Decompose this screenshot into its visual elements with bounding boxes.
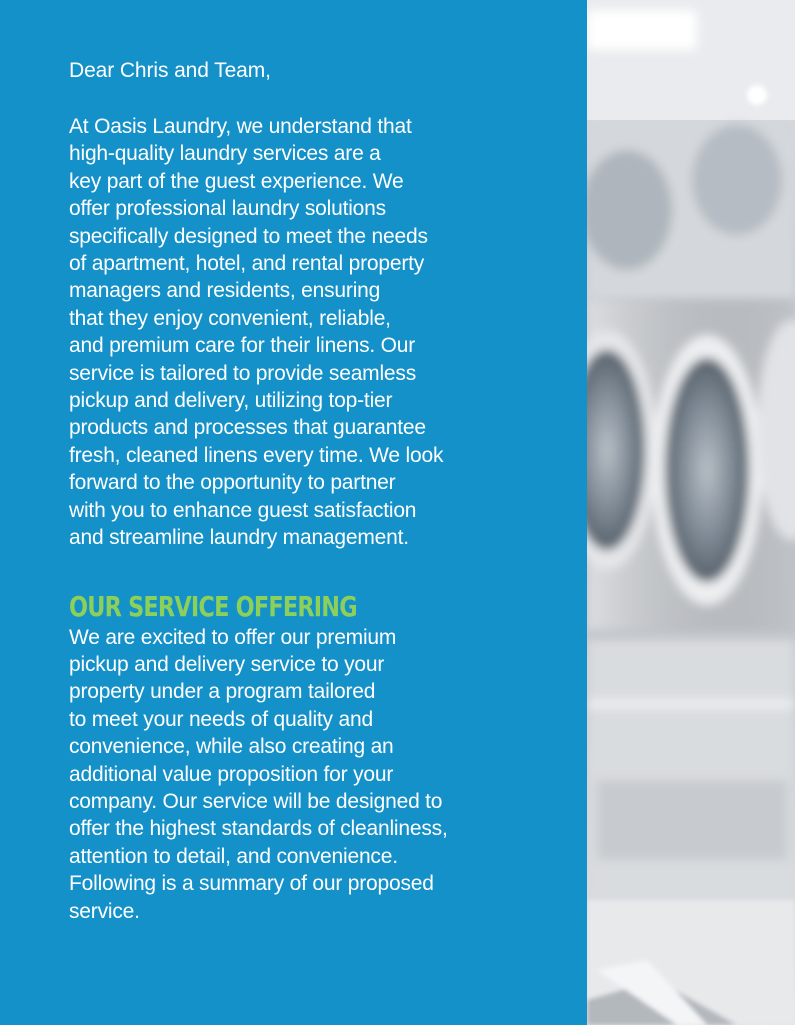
intro-line: and streamline laundry management. xyxy=(69,526,409,550)
intro-line: of apartment, hotel, and rental property xyxy=(69,252,425,276)
service-line: attention to detail, and convenience. xyxy=(69,844,398,868)
letter-greeting: Dear Chris and Team, xyxy=(69,59,271,82)
letter-content xyxy=(69,57,514,925)
service-line: We are excited to offer our premium xyxy=(69,625,397,649)
intro-line: and premium care for their linens. Our xyxy=(69,334,416,358)
intro-paragraph xyxy=(69,113,514,552)
service-line: convenience, while also creating an xyxy=(69,735,394,759)
intro-line: service is tailored to provide seamless xyxy=(69,361,417,385)
service-line: company. Our service will be designed to xyxy=(69,789,443,813)
intro-line: forward to the opportunity to partner xyxy=(69,471,396,495)
section-heading: OUR SERVICE OFFERING xyxy=(69,589,357,623)
intro-line: products and processes that guarantee xyxy=(69,416,426,440)
intro-line: fresh, cleaned linens every time. We look xyxy=(69,443,444,467)
service-line: offer the highest standards of cleanliness, xyxy=(69,817,448,841)
service-line: to meet your needs of quality and xyxy=(69,707,373,731)
intro-line: key part of the guest experience. We xyxy=(69,169,404,193)
washing-machines-image xyxy=(587,0,795,1025)
intro-line: offer professional laundry solutions xyxy=(69,197,386,221)
service-line: Following is a summary of our proposed xyxy=(69,872,434,896)
service-line: service. xyxy=(69,899,140,923)
laundromat-photo xyxy=(587,0,795,1025)
intro-line: that they enjoy convenient, reliable, xyxy=(69,306,391,330)
service-paragraph xyxy=(69,624,514,925)
intro-line: managers and residents, ensuring xyxy=(69,279,381,303)
intro-line: with you to enhance guest satisfaction xyxy=(69,498,417,522)
intro-line: pickup and delivery, utilizing top-tier xyxy=(69,389,393,413)
service-line: additional value proposition for your xyxy=(69,762,394,786)
intro-line: At Oasis Laundry, we understand that xyxy=(69,115,412,138)
intro-line: specifically designed to meet the needs xyxy=(69,224,428,248)
intro-line: high-quality laundry services are a xyxy=(69,142,381,166)
service-line: pickup and delivery service to your xyxy=(69,652,385,676)
service-line: property under a program tailored xyxy=(69,680,376,704)
